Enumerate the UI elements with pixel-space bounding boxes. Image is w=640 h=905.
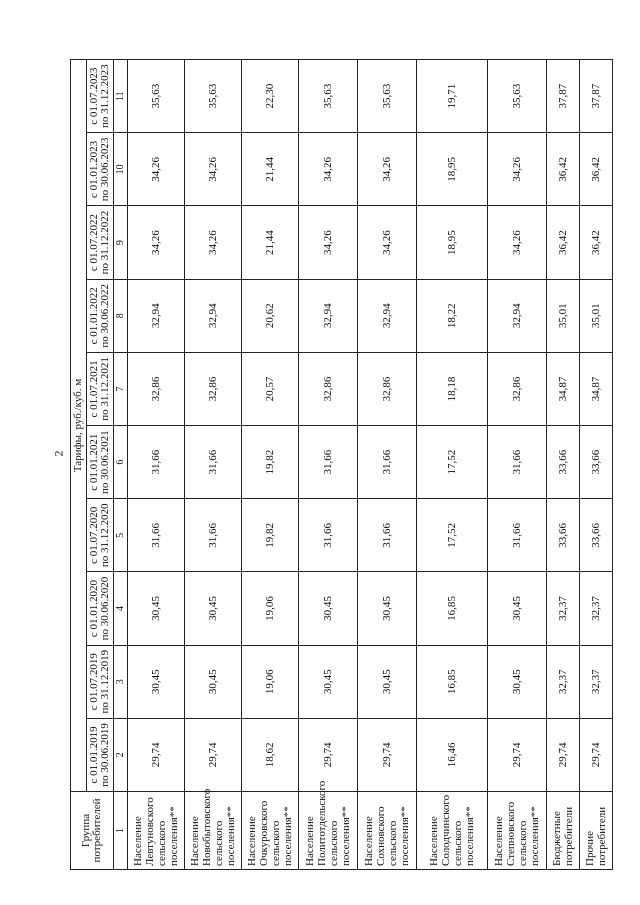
tariff-value-cell: 29,74 [580, 718, 613, 791]
consumer-group-line: сельского [387, 820, 399, 866]
consumer-group-cell [417, 792, 488, 870]
tariff-value-cell: 33,66 [547, 426, 580, 499]
consumer-group-line: поселения** [464, 806, 476, 866]
tariff-value-cell: 34,26 [299, 206, 358, 279]
header-row-column-numbers [114, 59, 128, 869]
period-to: по 30.06.2023 [99, 137, 111, 202]
consumer-group-line: сельского [517, 820, 529, 866]
tariff-value-cell: 31,66 [128, 426, 185, 499]
tariff-value-cell: 30,45 [358, 645, 417, 718]
tariff-value-cell: 32,37 [580, 645, 613, 718]
tariff-value-cell: 35,01 [547, 279, 580, 352]
tariff-value-cell: 36,42 [547, 133, 580, 206]
tariff-value-cell: 30,45 [488, 645, 547, 718]
tariff-value-cell: 30,45 [128, 645, 185, 718]
tariff-value-cell: 34,26 [488, 206, 547, 279]
tariff-value-cell: 31,66 [358, 426, 417, 499]
tariffs-header: Тарифы, руб./куб. м [71, 59, 87, 791]
consumer-group-line: Солодчинского [440, 794, 452, 866]
column-number: 7 [114, 352, 128, 425]
tariff-value-cell: 29,74 [488, 718, 547, 791]
tariff-value-cell: 34,26 [299, 133, 358, 206]
tariff-value-cell: 35,63 [488, 59, 547, 132]
page-number: 2 [51, 450, 66, 457]
consumer-group-line: сельского [452, 820, 464, 866]
table-row [299, 59, 358, 869]
tariff-value-cell: 32,94 [128, 279, 185, 352]
consumer-group-line: Новобытовского [201, 788, 213, 866]
tariff-value-cell: 36,42 [580, 206, 613, 279]
tariff-value-cell: 29,74 [299, 718, 358, 791]
consumer-group-line: Степновского [505, 801, 517, 866]
consumer-group-line: Население [428, 816, 440, 866]
tariff-value-cell: 32,37 [547, 645, 580, 718]
tariff-value-cell: 32,94 [185, 279, 242, 352]
consumer-group-line: потребители [596, 806, 608, 866]
tariff-value-cell: 30,45 [185, 572, 242, 645]
tariff-value-cell: 29,74 [185, 718, 242, 791]
header-row-periods [87, 59, 114, 869]
tariff-value-cell: 31,66 [185, 499, 242, 572]
tariff-value-cell: 19,82 [242, 499, 299, 572]
table-row [242, 59, 299, 869]
tariff-value-cell: 19,06 [242, 572, 299, 645]
tariff-value-cell: 31,66 [488, 426, 547, 499]
consumer-group-line: Бюджетные [551, 811, 563, 866]
consumer-group-line: Политотдельского [316, 780, 328, 866]
period-to: по 31.12.2023 [99, 64, 111, 128]
tariff-value-cell: 32,94 [358, 279, 417, 352]
period-header [87, 426, 114, 499]
tariff-value-cell: 36,42 [547, 206, 580, 279]
tariff-value-cell: 30,45 [299, 645, 358, 718]
tariff-value-cell: 21,44 [242, 133, 299, 206]
consumer-group-line: сельского [156, 820, 168, 866]
consumer-group-line: Население [246, 816, 258, 866]
rotated-page-content [70, 60, 610, 870]
period-from: с 01.07.2023 [88, 67, 100, 125]
table-row [358, 59, 417, 869]
consumer-group-cell [128, 792, 185, 870]
tariff-value-cell: 34,26 [128, 206, 185, 279]
period-header [87, 279, 114, 352]
tariff-value-cell: 31,66 [185, 426, 242, 499]
consumer-group-cell [580, 792, 613, 870]
consumer-group-line: Очкуровского [258, 800, 270, 866]
tariff-value-cell: 30,45 [358, 572, 417, 645]
tariff-value-cell: 16,46 [417, 718, 488, 791]
tariff-value-cell: 32,37 [547, 572, 580, 645]
tariff-table [70, 59, 613, 870]
period-from: с 01.07.2020 [88, 506, 100, 564]
tariff-value-cell: 20,57 [242, 352, 299, 425]
consumer-group-line: поселения** [225, 806, 237, 866]
consumer-group-cell [488, 792, 547, 870]
tariff-value-cell: 32,86 [488, 352, 547, 425]
tariff-value-cell: 22,30 [242, 59, 299, 132]
tariff-value-cell: 37,87 [547, 59, 580, 132]
tariff-value-cell: 31,66 [128, 499, 185, 572]
consumer-group-line: поселения** [282, 806, 294, 866]
period-to: по 31.12.2022 [99, 210, 111, 275]
tariff-value-cell: 34,26 [358, 206, 417, 279]
period-to: по 30.06.2020 [99, 576, 111, 641]
tariff-value-cell: 32,94 [488, 279, 547, 352]
table-row [580, 59, 613, 869]
column-number: 2 [114, 718, 128, 791]
tariff-value-cell: 31,66 [488, 499, 547, 572]
column-number: 9 [114, 206, 128, 279]
tariff-value-cell: 35,63 [358, 59, 417, 132]
period-from: с 01.01.2023 [88, 140, 100, 198]
tariff-value-cell: 36,42 [580, 133, 613, 206]
tariff-value-cell: 34,26 [128, 133, 185, 206]
period-from: с 01.01.2022 [88, 287, 100, 345]
tariff-value-cell: 21,44 [242, 206, 299, 279]
tariff-value-cell: 32,37 [580, 572, 613, 645]
period-from: с 01.07.2021 [88, 360, 100, 418]
tariff-value-cell: 20,62 [242, 279, 299, 352]
consumer-group-line: поселения** [399, 806, 411, 866]
tariff-value-cell: 30,45 [488, 572, 547, 645]
period-header [87, 206, 114, 279]
tariff-value-cell: 35,63 [185, 59, 242, 132]
period-header [87, 59, 114, 132]
tariff-value-cell: 17,52 [417, 499, 488, 572]
tariff-value-cell: 19,82 [242, 426, 299, 499]
period-to: по 31.12.2021 [99, 357, 111, 421]
tariff-value-cell: 19,71 [417, 59, 488, 132]
period-to: по 31.12.2019 [99, 649, 111, 714]
period-header [87, 718, 114, 791]
tariff-value-cell: 18,95 [417, 133, 488, 206]
consumer-group-cell [185, 788, 242, 870]
consumer-group-cell [242, 792, 299, 870]
consumer-group-line: Левтуновского [144, 797, 156, 866]
tariff-value-cell: 31,66 [299, 426, 358, 499]
consumer-group-line: Население [189, 816, 201, 866]
consumer-group-line: поселения** [340, 806, 352, 866]
tariff-value-cell: 34,26 [185, 133, 242, 206]
tariff-value-cell: 32,94 [299, 279, 358, 352]
period-to: по 30.06.2021 [99, 430, 111, 494]
consumer-group-line: Население [304, 816, 316, 866]
tariff-value-cell: 31,66 [358, 499, 417, 572]
period-from: с 01.07.2019 [88, 653, 100, 711]
period-header [87, 133, 114, 206]
consumer-group-line: Сохновского [375, 806, 387, 866]
period-from: с 01.01.2020 [88, 579, 100, 638]
period-header [87, 352, 114, 425]
tariff-value-cell: 34,26 [185, 206, 242, 279]
table-row [547, 59, 580, 869]
tariff-value-cell: 34,87 [580, 352, 613, 425]
tariff-value-cell: 30,45 [299, 572, 358, 645]
column-number: 1 [114, 792, 128, 870]
period-header [87, 572, 114, 645]
tariff-value-cell: 29,74 [358, 718, 417, 791]
tariff-value-cell: 32,86 [128, 352, 185, 425]
table-row [417, 59, 488, 869]
tariff-value-cell: 16,85 [417, 572, 488, 645]
tariff-value-cell: 35,63 [299, 59, 358, 132]
consumer-group-line: поселения** [168, 806, 180, 866]
period-header [87, 499, 114, 572]
consumer-group-line: Население [493, 816, 505, 866]
group-header: Группа потребителей [71, 792, 114, 870]
tariff-table-body [128, 59, 613, 869]
tariff-value-cell: 34,26 [488, 133, 547, 206]
period-to: по 30.06.2019 [99, 723, 111, 787]
consumer-group-line: Население [363, 816, 375, 866]
table-row [128, 59, 185, 869]
consumer-group-cell [547, 792, 580, 870]
table-row [185, 59, 242, 869]
tariff-value-cell: 19,06 [242, 645, 299, 718]
column-number: 3 [114, 645, 128, 718]
tariff-value-cell: 30,45 [185, 645, 242, 718]
consumer-group-line: потребители [563, 806, 575, 866]
tariff-value-cell: 30,45 [128, 572, 185, 645]
consumer-group-line: сельского [270, 820, 282, 866]
tariff-value-cell: 33,66 [580, 499, 613, 572]
tariff-value-cell: 32,86 [358, 352, 417, 425]
tariff-value-cell: 18,18 [417, 352, 488, 425]
tariff-value-cell: 35,01 [580, 279, 613, 352]
period-header [87, 645, 114, 718]
column-number: 5 [114, 499, 128, 572]
tariff-value-cell: 31,66 [299, 499, 358, 572]
header-row-title [71, 59, 87, 869]
tariff-value-cell: 35,63 [128, 59, 185, 132]
tariff-value-cell: 32,86 [299, 352, 358, 425]
consumer-group-line: Прочие [584, 831, 596, 866]
tariff-value-cell: 29,74 [128, 718, 185, 791]
tariff-value-cell: 34,26 [358, 133, 417, 206]
consumer-group-cell [299, 780, 358, 870]
period-to: по 30.06.2022 [99, 283, 111, 348]
period-from: с 01.01.2021 [88, 433, 100, 491]
period-to: по 31.12.2020 [99, 503, 111, 568]
consumer-group-line: поселения** [529, 806, 541, 866]
consumer-group-line: сельского [213, 820, 225, 866]
consumer-group-line: сельского [328, 820, 340, 866]
period-from: с 01.07.2022 [88, 214, 100, 272]
tariff-value-cell: 16,85 [417, 645, 488, 718]
tariff-value-cell: 37,87 [580, 59, 613, 132]
tariff-value-cell: 33,66 [547, 499, 580, 572]
tariff-value-cell: 18,22 [417, 279, 488, 352]
consumer-group-line: Население [132, 816, 144, 866]
tariff-value-cell: 34,87 [547, 352, 580, 425]
period-from: с 01.01.2019 [88, 726, 100, 784]
tariff-value-cell: 17,52 [417, 426, 488, 499]
table-row [488, 59, 547, 869]
tariff-value-cell: 18,62 [242, 718, 299, 791]
column-number: 6 [114, 426, 128, 499]
tariff-value-cell: 29,74 [547, 718, 580, 791]
column-number: 11 [114, 59, 128, 132]
column-number: 10 [114, 133, 128, 206]
tariff-value-cell: 33,66 [580, 426, 613, 499]
consumer-group-cell [358, 792, 417, 870]
column-number: 8 [114, 279, 128, 352]
tariff-value-cell: 32,86 [185, 352, 242, 425]
tariff-value-cell: 18,95 [417, 206, 488, 279]
column-number: 4 [114, 572, 128, 645]
